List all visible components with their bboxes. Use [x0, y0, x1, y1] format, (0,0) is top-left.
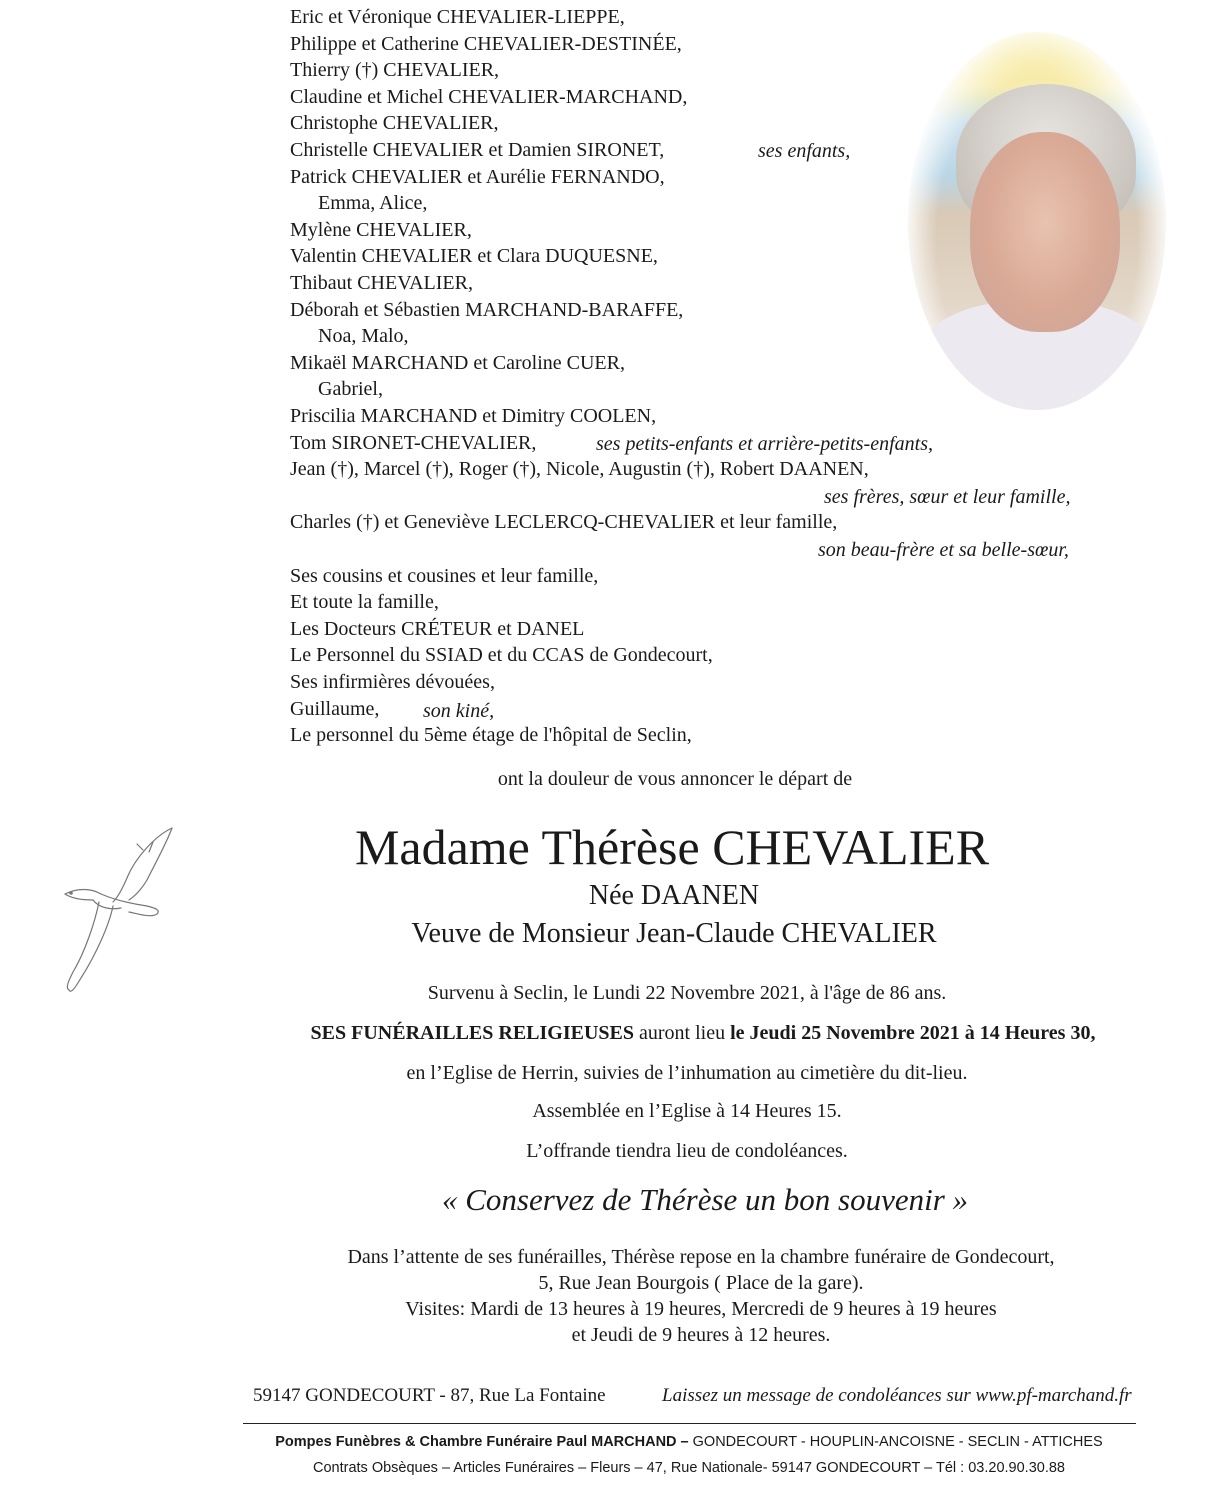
family-member-line: Déborah et Sébastien MARCHAND-BARAFFE,: [290, 298, 684, 321]
family-member-line: Priscilia MARCHAND et Dimitry COOLEN,: [290, 405, 657, 427]
offrande-text: L’offrande tiendra lieu de condoléances.: [526, 1140, 848, 1162]
quote-text: « Conservez de Thérèse un bon souvenir »: [441, 1182, 969, 1217]
family-member-line: Ses infirmières dévouées,: [290, 671, 495, 693]
family-member-line: Ses cousins et cousines et leur famille,: [290, 564, 599, 587]
deceased-name: Madame Thérèse CHEVALIER: [354, 819, 990, 875]
family-member-line: Gabriel,: [318, 378, 383, 401]
family-member-line: Tom SIRONET-CHEVALIER,: [290, 431, 537, 454]
role-beau-frere: son beau-frère et sa belle-sœur,: [818, 539, 1069, 561]
family-member-line: Jean (†), Marcel (†), Roger (†), Nicole, Augustin (†), Robert DAANEN,: [290, 458, 869, 481]
visit-line-2: 5, Rue Jean Bourgois ( Place de la gare).: [538, 1272, 864, 1294]
funerailles-title: SES FUNÉRAILLES RELIGIEUSES: [310, 1022, 635, 1044]
role-petits-enfants: ses petits-enfants et arrière-petits-enfants,: [596, 433, 933, 455]
funerailles-line: [96, 1022, 1214, 1045]
family-member-line: Christophe CHEVALIER,: [290, 112, 499, 135]
visit-line-4: et Jeudi de 9 heures à 12 heures.: [571, 1324, 831, 1346]
funerailles-mid: auront lieu: [634, 1022, 731, 1044]
footer-services: Contrats Obsèques – Articles Funéraires – Fleurs – 47, Rue Nationale- 59147 GONDECOURT – Tél : 03.20.90.30.88: [313, 1460, 1065, 1476]
assemblee-text: Assemblée en l’Eglise à 14 Heures 15.: [532, 1100, 842, 1122]
footer-company: Pompes Funèbres & Chambre Funéraire Paul MARCHAND –: [275, 1434, 689, 1450]
family-member-line: Charles (†) et Geneviève LECLERCQ-CHEVALIER et leur famille,: [290, 511, 838, 534]
eglise-text: en l’Eglise de Herrin, suivies de l’inhumation au cimetière du dit-lieu.: [406, 1062, 968, 1084]
role-kine: son kiné,: [423, 700, 495, 722]
role-freres-soeur: ses frères, sœur et leur famille,: [824, 486, 1071, 508]
family-member-line: Et toute la famille,: [290, 591, 439, 614]
deceased-veuve: Veuve de Monsieur Jean-Claude CHEVALIER: [411, 918, 937, 949]
footer-towns: GONDECOURT - HOUPLIN-ANCOISNE - SECLIN - ATTICHES: [688, 1434, 1103, 1450]
family-member-line: Christelle CHEVALIER et Damien SIRONET,: [290, 139, 665, 161]
visit-line-3: Visites: Mardi de 13 heures à 19 heures, Mercredi de 9 heures à 19 heures: [405, 1298, 997, 1320]
footer-divider: [243, 1423, 1136, 1424]
family-member-line: Emma, Alice,: [318, 192, 428, 215]
announce-text: ont la douleur de vous annoncer le départ de: [497, 768, 853, 790]
family-member-line: Le Personnel du SSIAD et du CCAS de Gondecourt,: [290, 644, 713, 667]
family-member-line: Noa, Malo,: [318, 325, 409, 348]
family-member-line: Thierry (†) CHEVALIER,: [290, 59, 500, 82]
family-member-line: Patrick CHEVALIER et Aurélie FERNANDO,: [290, 165, 665, 188]
visit-line-1: Dans l’attente de ses funérailles, Thérèse repose en la chambre funéraire de Gondecourt,: [347, 1246, 1055, 1268]
deceased-nee: Née DAANEN: [588, 880, 760, 911]
family-member-line: Valentin CHEVALIER et Clara DUQUESNE,: [290, 245, 658, 268]
survenu-text: Survenu à Seclin, le Lundi 22 Novembre 2021, à l'âge de 86 ans.: [427, 982, 947, 1004]
family-member-line: Les Docteurs CRÉTEUR et DANEL: [290, 617, 585, 640]
family-member-line: Eric et Véronique CHEVALIER-LIEPPE,: [290, 6, 625, 28]
family-member-line: Claudine et Michel CHEVALIER-MARCHAND,: [290, 85, 688, 108]
family-member-line: Mikaël MARCHAND et Caroline CUER,: [290, 351, 625, 374]
family-member-line: Guillaume,: [290, 697, 380, 720]
funerailles-date: le Jeudi 25 Novembre 2021 à 14 Heures 30,: [730, 1022, 1096, 1044]
family-member-line: Le personnel du 5ème étage de l'hôpital de Seclin,: [290, 724, 692, 747]
portrait-photo: [908, 32, 1166, 410]
family-member-line: Mylène CHEVALIER,: [290, 218, 472, 241]
family-member-line: Philippe et Catherine CHEVALIER-DESTINÉE,: [290, 32, 682, 55]
address-text: 59147 GONDECOURT - 87, Rue La Fontaine: [253, 1385, 606, 1406]
family-member-line: Thibaut CHEVALIER,: [290, 272, 473, 294]
role-ses-enfants: ses enfants,: [758, 140, 851, 162]
footer-company-line: [82, 1434, 1214, 1450]
condolence-link[interactable]: Laissez un message de condoléances sur www.pf-marchand.fr: [662, 1385, 1132, 1406]
